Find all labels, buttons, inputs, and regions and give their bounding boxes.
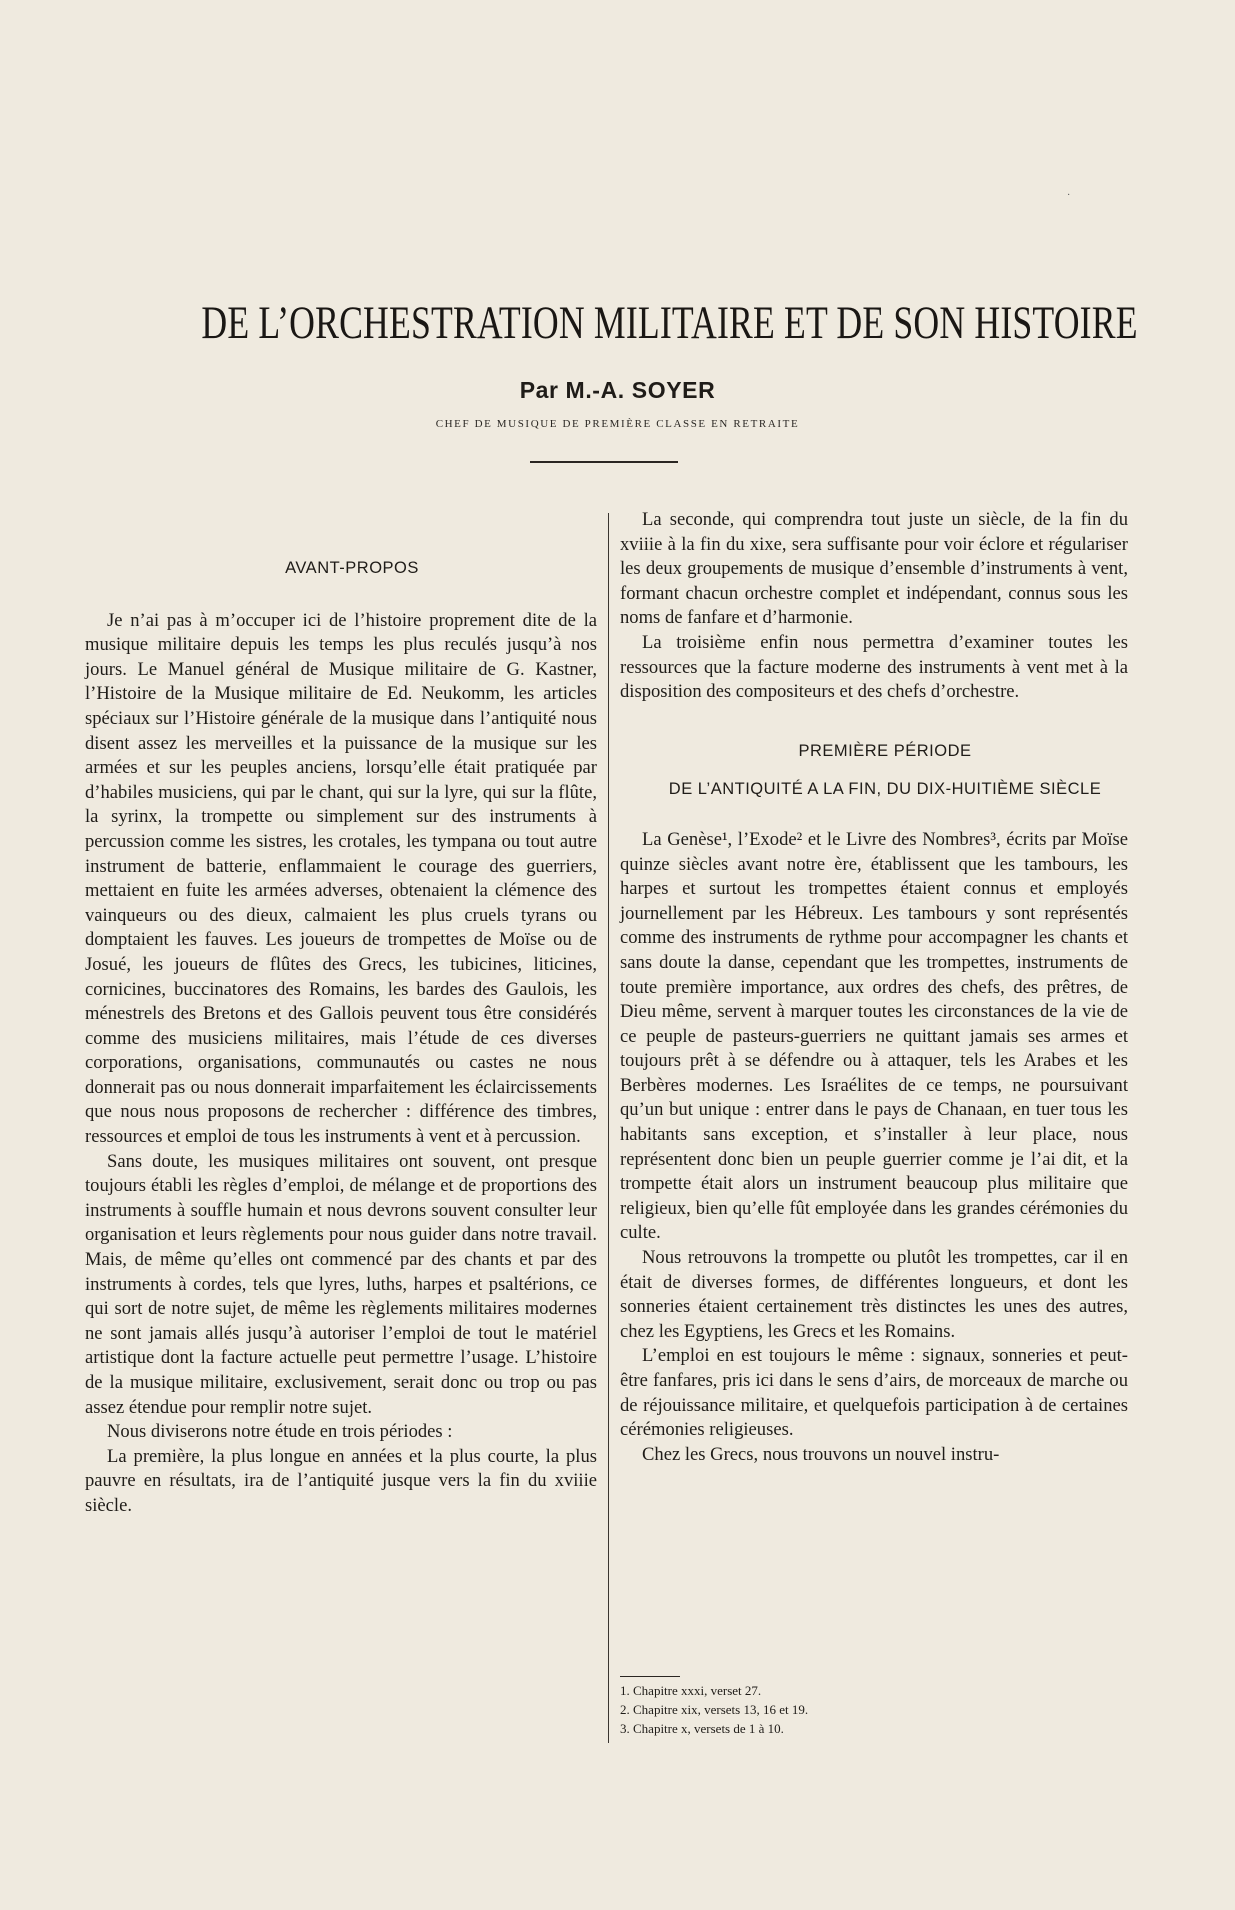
footnote: 2. Chapitre xix, versets 13, 16 et 19. [620,1702,809,1717]
column-divider [608,513,609,1743]
page-speck: · [1067,190,1071,201]
title-divider [530,461,678,463]
footnotes [620,1676,920,1738]
paragraph: La troisième enfin nous permettra d’examiner toutes les ressources que la facture moderne des instruments à vent met à la disposition des compositeurs et des chefs d’orchestre. [620,631,1128,703]
paragraph: Nous retrouvons la trompette ou plutôt les trompettes, car il en était de diverses formes, de différentes longueurs, et dont les sonneries étaient certainement très distinctes les unes des autres, chez les Egyptiens, les Grecs et les Romains. [620,1247,1128,1342]
author-role: CHEF DE MUSIQUE DE PREMIÈRE CLASSE EN RETRAITE [435,418,800,430]
footnote-rule [620,1676,680,1677]
article-title: DE L’ORCHESTRATION MILITAIRE ET DE SON HISTOIRE [201,297,1138,349]
paragraph: La première, la plus longue en années et la plus courte, la plus pauvre en résultats, ira de l’antiquité jusque vers la fin du xviiie siècle. [85,1445,597,1516]
author-line: Par M.-A. SOYER [519,377,716,403]
right-column [620,508,1128,1467]
paragraph: Je n’ai pas à m’occuper ici de l’histoire proprement dite de la musique militaire depuis les temps les plus reculés jusqu’à nos jours. Le Manuel général de Musique militaire de G. Kastner, l’Histoire de la Musique militaire de Ed. Neukomm, les articles spéciaux sur l’Histoire générale de la musique dans l’antiquité nous disent assez les merveilles et la puissance de la musique sur les armées et sur les peuples anciens, lorsqu’elle était pratiquée par d’habiles musiciens, qui par le chant, qui sur la lyre, qui sur la flûte, la syrinx, la trompette ou simplement sur des instruments à percussion comme les sistres, les crotales, les tympana ou tout autre instrument de batterie, enflammaient le courage des guerriers, mettaient en fuite les armées adverses, obtenaient la clémence des vainqueurs ou des dieux, calmaient les plus cruels tyrans ou domptaient les fauves. Les joueurs de trompettes de Moïse ou de Josué, les joueurs de flûtes des Grecs, les tubicines, liticines, cornicines, buccinatores des Romains, les bardes des Gaulois, les ménestrels des Bretons et des Gallois peuvent tous être considérés comme des musiciens militaires, mais l’étude de ces diverses corporations, organisations, communautés ou castes ne nous donnerait pas ou nous donnerait imparfaitement les éclaircissements que nous nous proposons de rechercher : différence des timbres, ressources et emploi de tous les instruments à vent et à percussion. [85,609,597,1148]
paragraph: Chez les Grecs, nous trouvons un nouvel instru- [642,1443,1000,1465]
section-heading-avant-propos: AVANT-PROPOS [285,559,419,577]
paragraph: Nous diviserons notre étude en trois périodes : [107,1421,453,1443]
footnote: 1. Chapitre xxxi, verset 27. [620,1683,762,1698]
section-subheading: DE L’ANTIQUITÉ A LA FIN, DU DIX-HUITIÈME SIÈCLE [668,780,1102,799]
footnote: 3. Chapitre x, versets de 1 à 10. [620,1721,784,1736]
paragraph: L’emploi en est toujours le même : signaux, sonneries et peut-être fanfares, pris ici dans le sens d’airs, de morceaux de marche ou de réjouissance militaire, et quelquefois participation à de certaines cérémonies religieuses. [620,1345,1128,1441]
section-heading-periode: PREMIÈRE PÉRIODE [798,741,972,760]
paragraph: Sans doute, les musiques militaires ont souvent, ont presque toujours établi les règles d’emploi, de mélange et de proportions des instruments à souffle humain et nous devrons souvent consulter leur organisation et leurs règlements pour nous guider dans notre travail. Mais, de même qu’elles ont commencé par des chants et par des instruments à cordes, tels que lyres, luths, harpes et psaltérions, ce qui sort de notre sujet, de même les règlements militaires modernes ne sont jamais allés jusqu’à autoriser l’emploi de tout le matériel artistique dont la facture actuelle peut permettre l’usage. L’histoire de la musique militaire, exclusivement, serait donc ou trop ou pas assez étendue pour remplir notre sujet. [85,1150,597,1418]
paragraph: La seconde, qui comprendra tout juste un siècle, de la fin du xviiie à la fin du xixe, sera suffisante pour voir éclore et régulariser les deux groupements de musique d’ensemble d’instruments à vent, formant chacun orchestre complet et indépendant, connus sous les noms de fanfare et d’harmonie. [620,509,1128,629]
paragraph: La Genèse¹, l’Exode² et le Livre des Nombres³, écrits par Moïse quinze siècles avant notre ère, établissent que les tambours, les harpes et surtout les trompettes étaient connus et employés journellement par les Hébreux. Les tambours y sont représentés comme des instruments de rythme pour accompagner les chants et sans doute la danse, cependant que les trompettes, instruments de toute première importance, aux ordres des chefs, des prêtres, de Dieu même, servent à marquer toutes les circonstances de la vie de ce peuple de pasteurs-guerriers ne quittant jamais ses armes et toujours prêt à se défendre ou à attaquer, tels les Arabes et les Berbères modernes. Les Israélites de ce temps, ne poursuivant qu’un but unique : entrer dans le pays de Chanaan, en tuer tous les habitants sans exception, et s’installer à leur place, nous représentent donc bien un peuple guerrier comme je l’ai dit, et la trompette était alors un instrument beaucoup plus militaire que religieux, bien qu’elle fût employée dans les grandes cérémonies du culte. [620,828,1128,1244]
left-column [85,556,597,1519]
